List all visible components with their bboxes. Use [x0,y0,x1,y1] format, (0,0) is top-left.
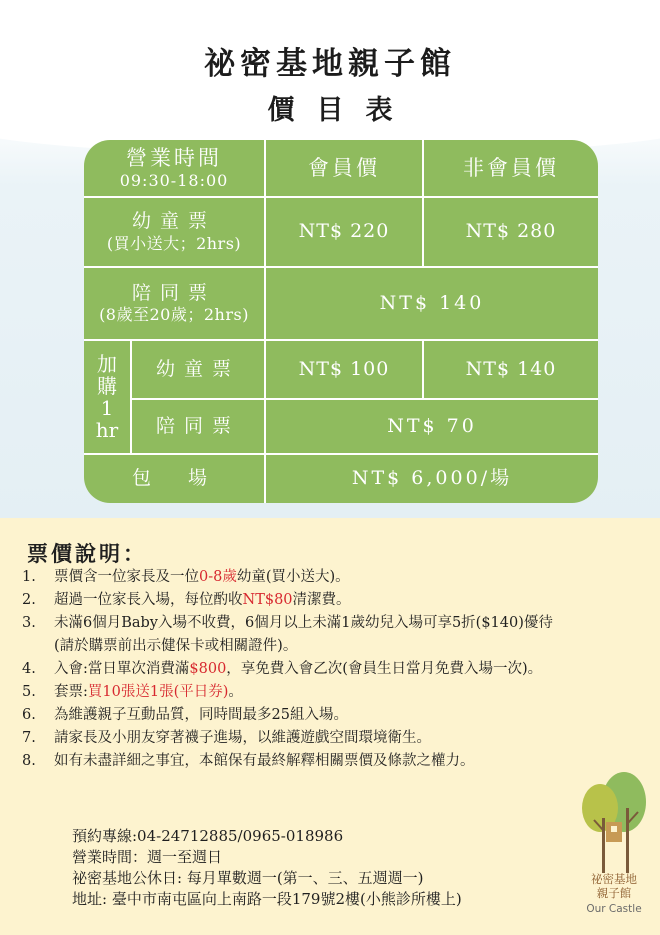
private-booking-price-value: NT$ 6,000/場 [351,467,513,490]
addon-companion-price-value: NT$ 70 [387,414,477,437]
addon-companion-price [266,400,598,453]
note-text: 入會:當日單次消費滿 [54,661,190,678]
child-ticket-label: 幼童票 [131,210,216,233]
child-member-price [266,198,422,266]
addon-companion-label: 陪同票 [155,414,240,437]
child-nonmember-price-value: NT$ 280 [465,220,557,243]
note-text: 未滿6個月Baby入場不收費，6個月以上未滿1歲幼兒入場可享5折($140)優待 [54,615,553,631]
note-number: 8. [22,753,36,769]
note-item [22,681,647,704]
page-subtitle: 價目表 [267,95,415,126]
nonmember-header [424,140,598,196]
note-highlight: $800 [189,661,227,678]
hours-value: 09:30-18:00 [119,171,229,191]
note-text: ，享免費入會乙次(會員生日當月免費入場一次)。 [226,661,543,678]
logo-name-line: 親子館 [596,886,632,900]
addon-child-nonmember-price [424,341,598,398]
note-highlight: NT$80 [242,592,293,609]
note-text: 幼童(買小送大)。 [236,569,350,586]
addon-child-member-price [266,341,422,398]
contact-block [72,826,462,910]
note-item [22,727,647,750]
notes-title: 票價說明： [27,541,147,566]
note-item [22,566,647,589]
companion-ticket-label: 陪同票 [131,281,216,304]
note-text: 如有未盡詳細之事宜，本館保有最終解釋相關票價及條款之權力。 [54,753,475,770]
note-text: 。 [228,684,243,701]
price-table [84,140,598,503]
note-text: 為維護親子互動品質，同時間最多25組入場。 [54,707,348,724]
addon-label [84,341,130,453]
note-number: 6. [22,707,36,723]
note-item [22,704,647,727]
note-number: 7. [22,730,36,746]
note-item [22,589,647,612]
contact-closed-days: 祕密基地公休日: 每月單數週一(第一、三、五週週一) [72,869,424,887]
note-highlight: 買10張送1張(平日券) [87,684,229,701]
companion-ticket-note: (8歲至20歲；2hrs) [99,305,249,325]
note-item [22,750,647,773]
logo-name [574,872,654,900]
child-nonmember-price [424,198,598,266]
nonmember-header-label: 非會員價 [463,155,559,180]
child-ticket-note: (買小送大；2hrs) [106,233,242,253]
addon-companion-cell [132,400,264,453]
child-member-price-value: NT$ 220 [298,220,390,243]
hours-cell [84,140,264,196]
hours-label: 營業時間 [126,145,222,170]
note-text: 超過一位家長入場，每位酌收 [54,592,243,609]
child-ticket-cell [84,198,264,266]
companion-ticket-cell [84,268,264,339]
note-number: 2. [22,592,36,608]
note-text: 票價含一位家長及一位 [54,569,199,586]
note-number: 1. [22,569,36,585]
note-number: 5. [22,684,36,700]
member-header [266,140,422,196]
private-booking-cell [84,455,264,503]
note-item [22,658,647,681]
addon-child-member-price-value: NT$ 100 [298,357,390,380]
note-highlight: 0-8歲 [199,569,237,586]
logo-english: Our Castle [586,903,642,915]
private-booking-label: 包 場 [131,467,216,490]
addon-char: hr [95,418,119,442]
note-item [22,612,647,658]
addon-char: 購 [97,374,117,398]
companion-price-value: NT$ 140 [379,291,485,314]
contact-hours: 營業時間：週一至週日 [72,848,223,866]
companion-price [266,268,598,339]
addon-child-label: 幼童票 [155,357,240,380]
contact-address: 地址: 臺中市南屯區向上南路一段179號2樓(小熊診所樓上) [72,890,462,908]
note-number: 3. [22,615,36,631]
contact-phone: 預約專線:04-24712885/0965-018986 [72,827,344,845]
page-title: 祕密基地親子館 [204,46,456,82]
notes-list [22,566,647,773]
addon-char: 加 [97,352,117,376]
member-header-label: 會員價 [308,155,380,180]
note-number: 4. [22,661,36,677]
private-booking-price [266,455,598,503]
note-text: 清潔費。 [292,592,351,609]
note-text: 套票: [54,684,88,701]
addon-char: 1 [100,396,114,420]
note-text: 請家長及小朋友穿著襪子進場，以維護遊戲空間環境衛生。 [54,730,431,747]
addon-child-nonmember-price-value: NT$ 140 [465,357,557,380]
addon-child-cell [132,341,264,398]
logo-name-line: 祕密基地 [591,872,637,886]
note-text: (請於購票前出示健保卡或相關證件)。 [54,638,298,654]
